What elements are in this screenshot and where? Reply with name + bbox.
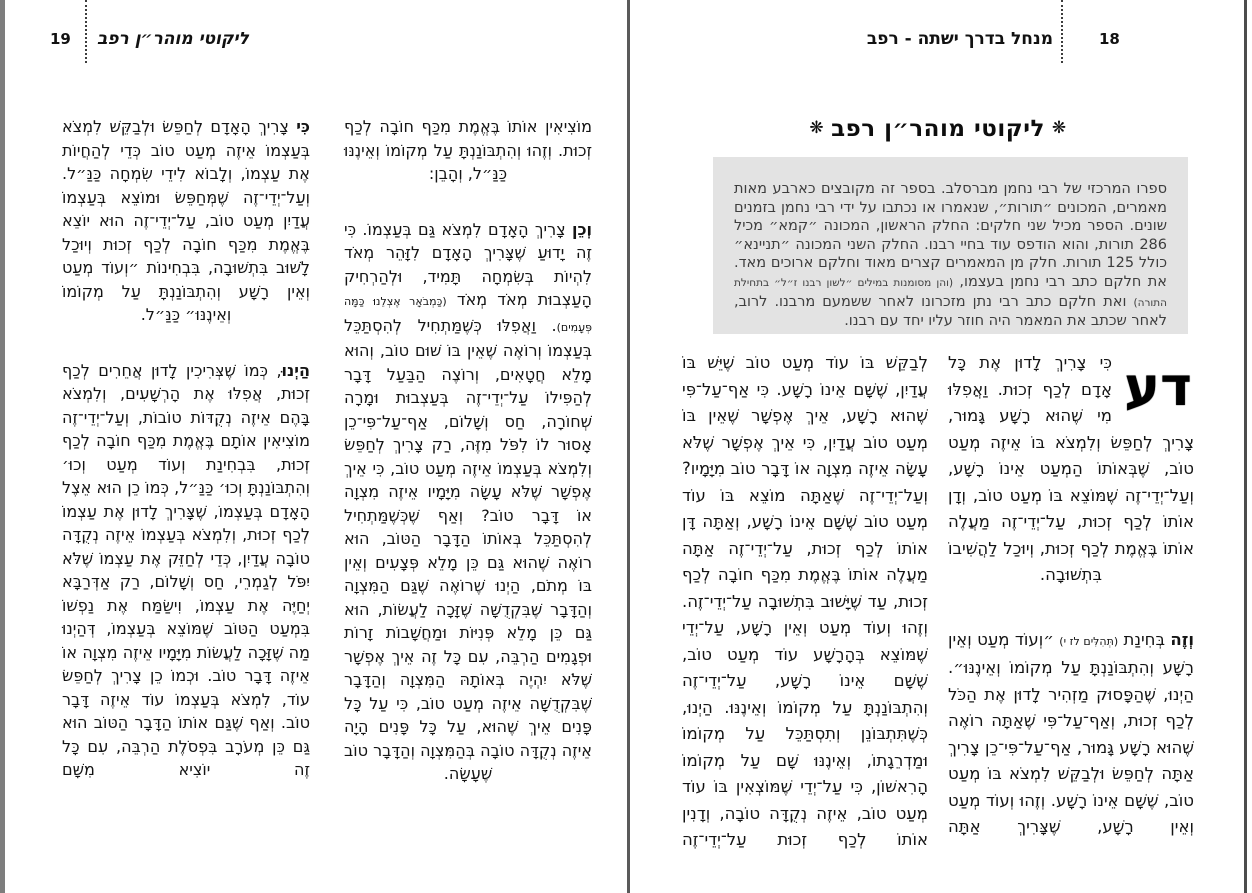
left-page-outer-column — [62, 115, 310, 814]
left-page-number: 19 — [50, 30, 71, 48]
left-running-header: ליקוטי מוהר״ן רפב — [97, 29, 249, 49]
paragraph-text: כִּי צָרִיךְ לָדוּן אֶת כָּל אָדָם לְכַף זְכוּת. וַאֲפִלּוּ מִי שֶׁהוּא רָשָׁע גָּמוּר, צָרִיךְ לְחַפֵּשׂ וְלִמְצֹא בּוֹ אֵיזֶה מְעַט טוֹב, שֶׁבְּאוֹתוֹ הַמְעַט אֵינוֹ רָשָׁע, וְעַל־יְדֵי־זֶה שֶׁמּוֹצֵא בּוֹ מְעַט טוֹב, וְדָן אוֹתוֹ לְכַף זְכוּת, עַל־יְדֵי־זֶה מַעֲלֶה אוֹתוֹ בֶּאֱמֶת לְכַף זְכוּת, וְיוּכַל לַהֲשִׁיבוֹ בִּתְשׁוּבָה. — [948, 353, 1194, 584]
intro-small-note: (והן מסומנות במילים ״לשון רבנו ז״ל״ בתחילת התורה) — [734, 276, 1167, 309]
right-page-continuation-column — [682, 350, 928, 892]
paragraph — [948, 350, 1194, 589]
intro-text: ספרו המרכזי של רבי נחמן מברסלב. בספר זה מקובצים כארבע מאות מאמרים, המכונים ״תורות״, שנאמרו או נכתבו על ידי רבי נחמן בזמנים שונים. הספר מכיל שני חלקים: החלק הראשון, המכונה ״קמא״ מכיל 286 תורות, והוא הודפס עוד בחיי רבנו. החלק השני המכונה ״תניינא״ כולל 125 תורות. חלק מן המאמרים קצרים מאוד וחלקם ארוכים מאד. את חלקם כתב רבי נחמן בעצמו, — [734, 181, 1168, 290]
left-header-divider — [85, 0, 87, 63]
intro-summary-box — [713, 157, 1188, 334]
paragraph-text: לְבַקֵּשׁ בּוֹ עוֹד מְעַט טוֹב שֶׁיֵּשׁ בּוֹ עֲדַיִן, שֶׁשָּׁם אֵינוֹ רָשָׁע. כִּי אַף־עַל־פִּי שֶׁהוּא רָשָׁע, אֵיךְ אֶפְשָׁר שֶׁאֵין בּוֹ מְעַט טוֹב עֲדַיִן, כִּי אֵיךְ אֶפְשָׁר שֶׁלֹּא עָשָׂה אֵיזֶה מִצְוָה אוֹ דָּבָר טוֹב מִיָּמָיו? וְעַל־יְדֵי־זֶה שֶׁאַתָּה מוֹצֵא בּוֹ עוֹד מְעַט טוֹב שֶׁשָּׁם אֵינוֹ רָשָׁע, וְאַתָּה דָּן אוֹתוֹ לְכַף זְכוּת, עַל־יְדֵי־זֶה אַתָּה מַעֲלֶה אוֹתוֹ בֶּאֱמֶת מִכַּף חוֹבָה לְכַף זְכוּת, עַד שֶׁיָּשׁוּב בִּתְשׁוּבָה עַל־יְדֵי־זֶה. וְזֶהוּ וְעוֹד מְעַט וְאֵין רָשָׁע, עַל־יְדֵי שֶׁמּוֹצֵא בְּהָרָשָׁע עוֹד מְעַט טוֹב, שֶׁשָּׁם אֵינוֹ רָשָׁע, עַל־יְדֵי־זֶה וְהִתְבּוֹנַנְתָּ עַל מְקוֹמוֹ וְאֵינֶנּוּ. הַיְנוּ, כְּשֶׁתִּתְבּוֹנֵן וְתִסְתַּכֵּל עַל מְקוֹמוֹ וּמַדְרֵגָתוֹ, וְאֵינֶנּוּ שָׁם עַל מְקוֹמוֹ הָרִאשׁוֹן, כִּי עַל־יְדֵי שֶׁמּוֹצְאִין בּוֹ עוֹד מְעַט טוֹב, אֵיזֶה נְקֻדָּה טוֹבָה, וְדָנִין אוֹתוֹ לְכַף זְכוּת עַל־יְדֵי־זֶה — [682, 353, 928, 849]
paragraph-text: . וַאֲפִלּוּ כְּשֶׁמַּתְחִיל לְהִסְתַּכֵּל בְּעַצְמוֹ וְרוֹאֶה שֶׁאֵין בּוֹ שׁוּם טוֹב, וְהוּא מָלֵא חֲטָאִים, וְרוֹצֶה הַבַּעַל דָּבָר לְהַפִּילוֹ עַל־יְדֵי־זֶה בְּעַצְבוּת וּמָרָה שְׁחוֹרָה, חַס וְשָׁלוֹם, אַף־עַל־פִּי־כֵן אָסוּר לוֹ לִפֹּל מִזֶּה, רַק צָרִיךְ לְחַפֵּשׂ וְלִמְצֹא בְּעַצְמוֹ אֵיזֶה מְעַט טוֹב, כִּי אֵיךְ אֶפְשָׁר שֶׁלֹּא עָשָׂה מִיָּמָיו אֵיזֶה מִצְוָה אוֹ דָּבָר טוֹב? וְאַף שֶׁכְּשֶׁמַּתְחִיל לְהִסְתַּכֵּל בְּאוֹתוֹ הַדָּבָר הַטּוֹב, הוּא רוֹאֶה שֶׁהוּא גַּם כֵּן מָלֵא פְּצָעִים וְאֵין בּוֹ מְתֹם, הַיְנוּ שֶׁרוֹאֶה שֶׁגַּם הַמִּצְוָה וְהַדָּבָר שֶׁבִּקְדֻשָּׁה שֶׁזָּכָה לַעֲשׂוֹת, הוּא גַּם כֵּן מָלֵא פְּנִיּוֹת וּמַחֲשָׁבוֹת זָרוֹת וּפְגָמִים הַרְבֵּה, עִם כָּל זֶה אֵיךְ אֶפְשָׁר שֶׁלֹּא יִהְיֶה בְּאוֹתָהּ הַמִּצְוָה וְהַדָּבָר שֶׁבִּקְדֻשָּׁה אֵיזֶה מְעַט טוֹב, כִּי עַל כָּל פָּנִים אֵיךְ שֶׁהוּא, עַל כָּל פָּנִים הָיָה אֵיזֶה נְקֻדָּה טוֹבָה בְּהַמִּצְוָה וְהַדָּבָר טוֹב שֶׁעָשָׂה. — [344, 315, 592, 783]
paragraph — [344, 218, 592, 786]
left-page-inner-column — [344, 115, 592, 818]
paragraph-lead-word: וְזֶה — [1170, 629, 1194, 649]
paragraph-text: מוֹצִיאִין אוֹתוֹ בֶּאֱמֶת מִכַּף חוֹבָה לְכַף זְכוּת. וְזֶהוּ וְהִתְבּוֹנַנְתָּ עַל מְקוֹמוֹ וְאֵינֶנּוּ כַּנַּ״ל, וְהָבֵן: — [344, 117, 592, 183]
ornate-dropcap: דע — [1124, 355, 1192, 418]
page-gutter-divider — [627, 0, 630, 893]
intro-text: ואת חלקם כתב רבי נתן מזכרונו לאחר ששמעם מרבנו. לרוב, לאחר שכתב את המאמר היה חוזר עליו יחד עם רבנו. — [734, 293, 1167, 330]
right-page-opening-column — [948, 350, 1194, 879]
paragraph — [344, 115, 592, 186]
paragraph-text: , כְּמוֹ שֶׁצְּרִיכִין לָדוּן אֲחֵרִים לְכַף זְכוּת, אֲפִלּוּ אֶת הָרְשָׁעִים, וְלִמְצֹא בָּהֶם אֵיזֶה נְקֻדּוֹת טוֹבוֹת, וְעַל־יְדֵי־זֶה מוֹצִיאִין אוֹתָם בֶּאֱמֶת מִכַּף חוֹבָה לְכַף זְכוּת, בִּבְחִינַת וְעוֹד מְעַט וְכוּ׳ וְהִתְבּוֹנַנְתָּ וְכוּ׳ כַּנַּ״ל, כְּמוֹ כֵן הוּא אֵצֶל הָאָדָם בְּעַצְמוֹ, שֶׁצָּרִיךְ לָדוּן אֶת עַצְמוֹ לְכַף זְכוּת, וְלִמְצֹא בְּעַצְמוֹ אֵיזֶה נְקֻדָּה טוֹבָה עֲדַיִן, כְּדֵי לְחַזֵּק אֶת עַצְמוֹ שֶׁלֹּא יִפֹּל לְגַמְרֵי, חַס וְשָׁלוֹם, רַק אַדְּרַבָּא יְחַיֶּה אֶת עַצְמוֹ, וִישַׂמַּח אֶת נַפְשׁוֹ בִּמְעַט הַטּוֹב שֶׁמּוֹצֵא בְּעַצְמוֹ, דְּהַיְנוּ מַה שֶּׁזָּכָה לַעֲשׂוֹת מִיָּמָיו אֵיזֶה מִצְוָה אוֹ אֵיזֶה דָּבָר טוֹב. וּכְמוֹ כֵן צָרִיךְ לְחַפֵּשׂ עוֹד, לִמְצֹא בְּעַצְמוֹ עוֹד אֵיזֶה דָּבָר טוֹב. וְאַף שֶׁגַּם אוֹתוֹ הַדָּבָר הַטּוֹב הוּא גַּם כֵּן מְעֹרָב בִּפְסֹלֶת הַרְבֵּה, עִם כָּל זֶה יוֹצִיא מִשָּׁם — [62, 360, 310, 779]
paragraph-text: בְּחִינַת — [1118, 629, 1171, 649]
paragraph-lead-word: הַיְנוּ — [281, 360, 310, 380]
right-header-divider — [1061, 0, 1063, 63]
left-page-edge — [0, 0, 5, 893]
section-title — [682, 116, 1194, 142]
inline-note: (כַּמְבֹאָר אֶצְלֵנוּ כַּמָּה פְּעָמִים) — [344, 295, 592, 334]
section-title-text: ליקוטי מוהר״ן רפב — [831, 116, 1045, 142]
scripture-citation: (תְּהִלִּים לז י) — [1059, 634, 1119, 648]
right-page-number: 18 — [1099, 30, 1120, 48]
right-running-header: מנחל בדרך ישתה - רפב — [866, 29, 1053, 49]
flower-ornament-icon: ❋ — [809, 118, 825, 138]
paragraph — [948, 627, 1194, 841]
paragraph-lead-word: כִּי — [296, 117, 310, 136]
paragraph-lead-word: וְכֵן — [571, 219, 592, 239]
flower-ornament-icon: ❋ — [1051, 118, 1067, 138]
paragraph — [62, 115, 310, 327]
paragraph — [682, 350, 928, 854]
paragraph — [62, 359, 310, 782]
paragraph-text: צָרִיךְ הָאָדָם לִמְצֹא גַּם בְּעַצְמוֹ. כִּי זֶה יָדוּעַ שֶׁצָּרִיךְ הָאָדָם לִזָּהֵר מְאֹד לִהְיוֹת בְּשִׂמְחָה תָּמִיד, וּלְהַרְחִיק הָעַצְבוּת מְאֹד מְאֹד — [344, 219, 592, 309]
paragraph-text: צָרִיךְ הָאָדָם לְחַפֵּשׂ וּלְבַקֵּשׁ לִמְצֹא בְּעַצְמוֹ אֵיזֶה מְעַט טוֹב כְּדֵי לְהַחֲיוֹת אֶת עַצְמוֹ, וְלָבוֹא לִידֵי שִׂמְחָה כַּנַּ״ל. וְעַל־יְדֵי־זֶה שֶׁמְּחַפֵּשׂ וּמוֹצֵא בְּעַצְמוֹ עֲדַיִן מְעַט טוֹב, עַל־יְדֵי־זֶה הוּא יוֹצֵא בֶּאֱמֶת מִכַּף חוֹבָה לְכַף זְכוּת וְיוּכַל לָשׁוּב בִּתְשׁוּבָה, בִּבְחִינוֹת ״וְעוֹד מְעַט וְאֵין רָשָׁע וְהִתְבּוֹנַנְתָּ עַל מְקוֹמוֹ וְאֵינֶנּוּ״ כַּנַּ״ל. — [62, 117, 310, 324]
right-page-edge — [1244, 0, 1247, 893]
paragraph-text: ״וְעוֹד מְעַט וְאֵין רָשָׁע וְהִתְבּוֹנַנְתָּ עַל מְקוֹמוֹ וְאֵינֶנּוּ״. הַיְנוּ, שֶׁהַפָּסוּק מַזְהִיר לָדוּן אֶת הַכֹּל לְכַף זְכוּת, וְאַף־עַל־פִּי שֶׁאַתָּה רוֹאֶה שֶׁהוּא רָשָׁע גָּמוּר, אַף־עַל־פִּי־כֵן צָרִיךְ אַתָּה לְחַפֵּשׂ וּלְבַקֵּשׁ לִמְצֹא בּוֹ מְעַט טוֹב, שֶׁשָּׁם אֵינוֹ רָשָׁע. וְזֶהוּ וְעוֹד מְעַט וְאֵין רָשָׁע, שֶׁצָּרִיךְ אַתָּה — [948, 629, 1194, 836]
